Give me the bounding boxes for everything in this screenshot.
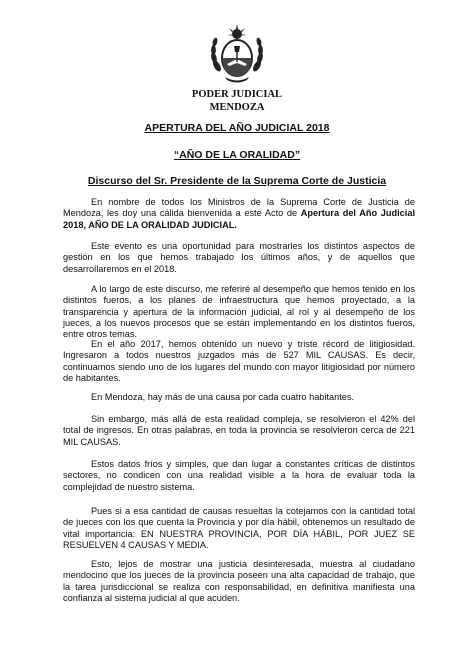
paragraph-welcome-text: En nombre de todos los Ministros de la Suprema Corte de Justicia de Mendoza, les doy una cálida bienvenida a este Acto de [63,197,415,219]
paragraph-conclusion: Esto, lejos de mostrar una justicia desinteresada, muestra al ciudadano mendocino que los jueces de la provincia poseen una alta capacidad de trabajo, que la tarea jurisdiccional se realiza con responsabilidad, en definitiva manifiesta una confianza al sistema judicial al que acuden. [63,559,415,603]
speech-title: Discurso del Sr. Presidente de la Suprema Corte de Justicia [87,175,387,187]
institution-city: MENDOZA [209,102,265,113]
paragraph-welcome [63,197,415,231]
institution-name: PODER JUDICIAL [191,89,283,100]
paragraph-event: Este evento es una oportunidad para mostrarles los distintos aspectos de gestión en los que hemos trabajado los últimos años, y de aquellos que desarrollaremos en el 2018. [63,241,415,274]
paragraph-criticism: Estos datos fríos y simples, que dan lugar a constantes críticas de distintos sectores, no condicen con una realidad visible a la hora de evaluar toda la complejidad de nuestro sistema. [63,459,415,492]
paragraph-resolved-cases: Sin embargo, más allá de esta realidad compleja, se resolvieron el 42% del total de ingresos. En otras palabras, en toda la provincia se resolvieron cerca de 221 MIL CAUSAS. [63,414,415,447]
paragraph-cases-per-inhabitant: En Mendoza, hay más de una causa por cada cuatro habitantes. [91,392,355,402]
event-title: APERTURA DEL AÑO JUDICIAL 2018 [144,122,330,134]
paragraph-topics: A lo largo de este discurso, me referiré al desempeño que hemos tenido en los distintos fueros, a los planes de infraestructura que hemos proyectado, a la transparencia y apertura de la información judicial, al rol y al desempeño de los jueces, a los nuevos procesos que se están implementando en los distintos fueros, entre otros temas. [63,284,415,340]
paragraph-welcome-bold: Apertura del Año Judicial 2018, AÑO DE LA ORALIDAD JUDICIAL. [63,208,416,230]
paragraph-cases-per-judge: Pues si a esa cantidad de causas resueltas la cotejamos con la cantidad total de jueces con los que cuenta la Provincia y por día hábil, obtenemos un resultado de vital importancia: EN NUESTRA PROVINCIA, POR DÍA HÁBIL, POR JUEZ SE RESUELVEN 4 CAUSAS Y MEDIA. [63,506,415,550]
paragraph-litigation-record: En el año 2017, hemos obtenido un nuevo y triste récord de litigiosidad. Ingresaron a todos nuestros juzgados más de 527 MIL CAUSAS. Es decir, continuamos siendo uno de los lugares del mundo con mayor litigiosidad por número de habitantes. [63,339,415,383]
motto-title: “AÑO DE LA ORALIDAD” [173,149,301,161]
coat-of-arms-icon [205,22,269,86]
